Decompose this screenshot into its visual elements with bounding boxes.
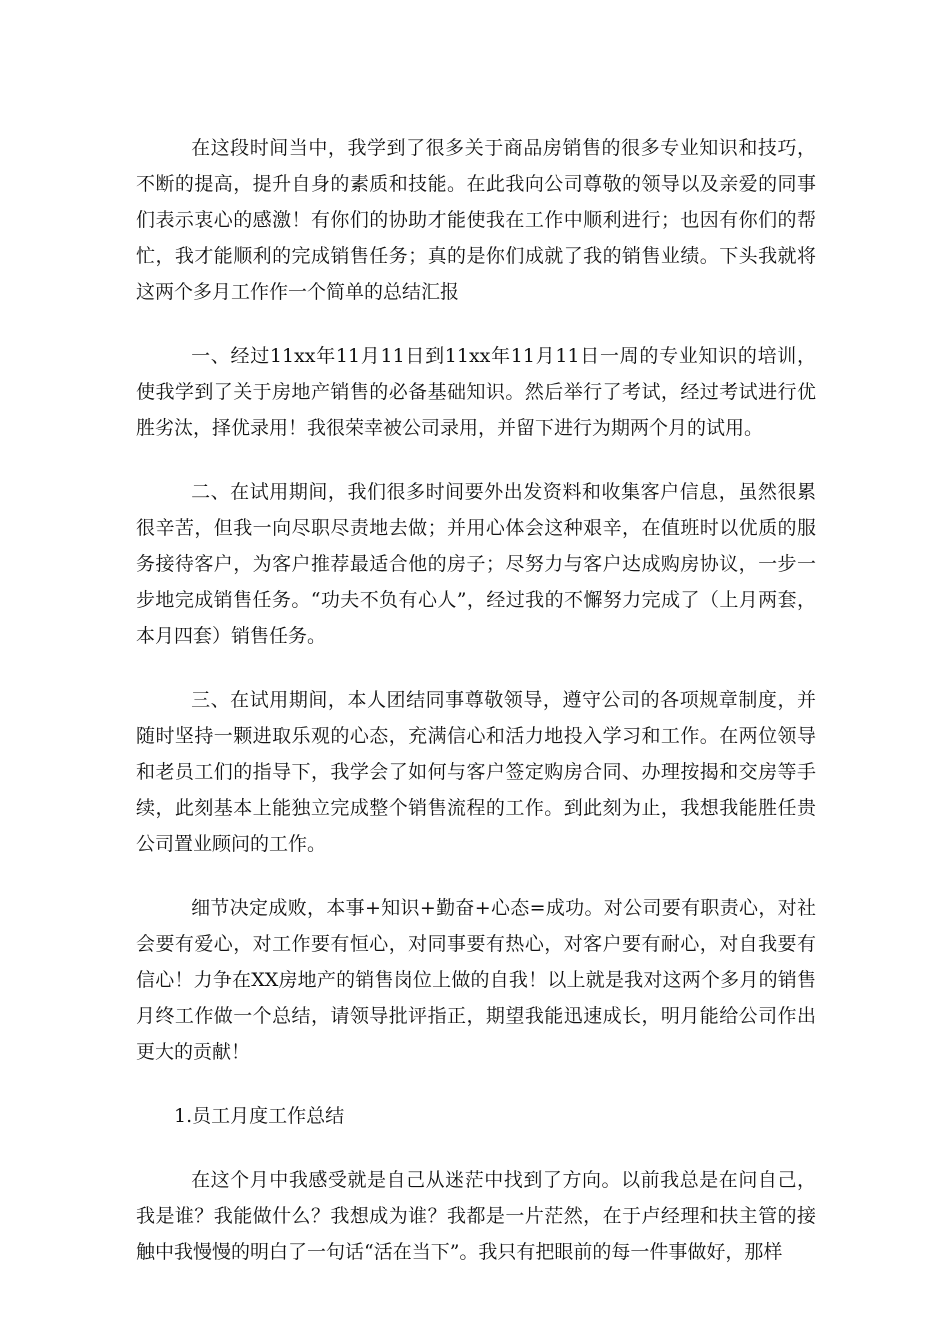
- paragraph-monthly-summary: 在这个月中我感受就是自己从迷茫中找到了方向。以前我总是在问自己，我是谁？我能做什么？我想成为谁？我都是一片茫然，在于卢经理和扶主管的接触中我慢慢的明白了一句话“活在当下”。我只有把眼前的每一件事做好，那样: [136, 1169, 816, 1263]
- section-heading: 1.员工月度工作总结: [174, 1105, 345, 1127]
- paragraph-point-one: 一、经过11xx年11月11日到11xx年11月11日一周的专业知识的培训，使我学到了关于房地产销售的必备基础知识。然后举行了考试，经过考试进行优胜劣汰，择优录用！我很荣幸被公司录用，并留下进行为期两个月的试用。: [136, 345, 816, 439]
- paragraph-conclusion: 细节决定成败，本事+知识+勤奋+心态=成功。对公司要有职责心，对社会要有爱心，对工作要有恒心，对同事要有热心，对客户要有耐心，对自我要有信心！力争在XX房地产的销售岗位上做的自我！以上就是我对这两个多月的销售月终工作做一个总结，请领导批评指正，期望我能迅速成长，明月能给公司作出更大的贡献！: [136, 897, 816, 1063]
- document-body: [136, 130, 816, 1298]
- paragraph-point-three: 三、在试用期间，本人团结同事尊敬领导，遵守公司的各项规章制度，并随时坚持一颗进取乐观的心态，充满信心和活力地投入学习和工作。在两位领导和老员工们的指导下，我学会了如何与客户签定购房合同、办理按揭和交房等手续，此刻基本上能独立完成整个销售流程的工作。到此刻为止，我想我能胜任贵公司置业顾问的工作。: [136, 689, 816, 855]
- paragraph-point-two: 二、在试用期间，我们很多时间要外出发资料和收集客户信息，虽然很累很辛苦，但我一向尽职尽责地去做；并用心体会这种艰辛，在值班时以优质的服务接待客户，为客户推荐最适合他的房子；尽努力与客户达成购房协议，一步一步地完成销售任务。“功夫不负有心人”，经过我的不懈努力完成了（上月两套，本月四套）销售任务。: [136, 481, 816, 647]
- paragraph-intro: 在这段时间当中，我学到了很多关于商品房销售的很多专业知识和技巧，不断的提高，提升自身的素质和技能。在此我向公司尊敬的领导以及亲爱的同事们表示衷心的感激！有你们的协助才能使我在工作中顺利进行；也因有你们的帮忙，我才能顺利的完成销售任务；真的是你们成就了我的销售业绩。下头我就将这两个多月工作作一个简单的总结汇报: [136, 137, 816, 303]
